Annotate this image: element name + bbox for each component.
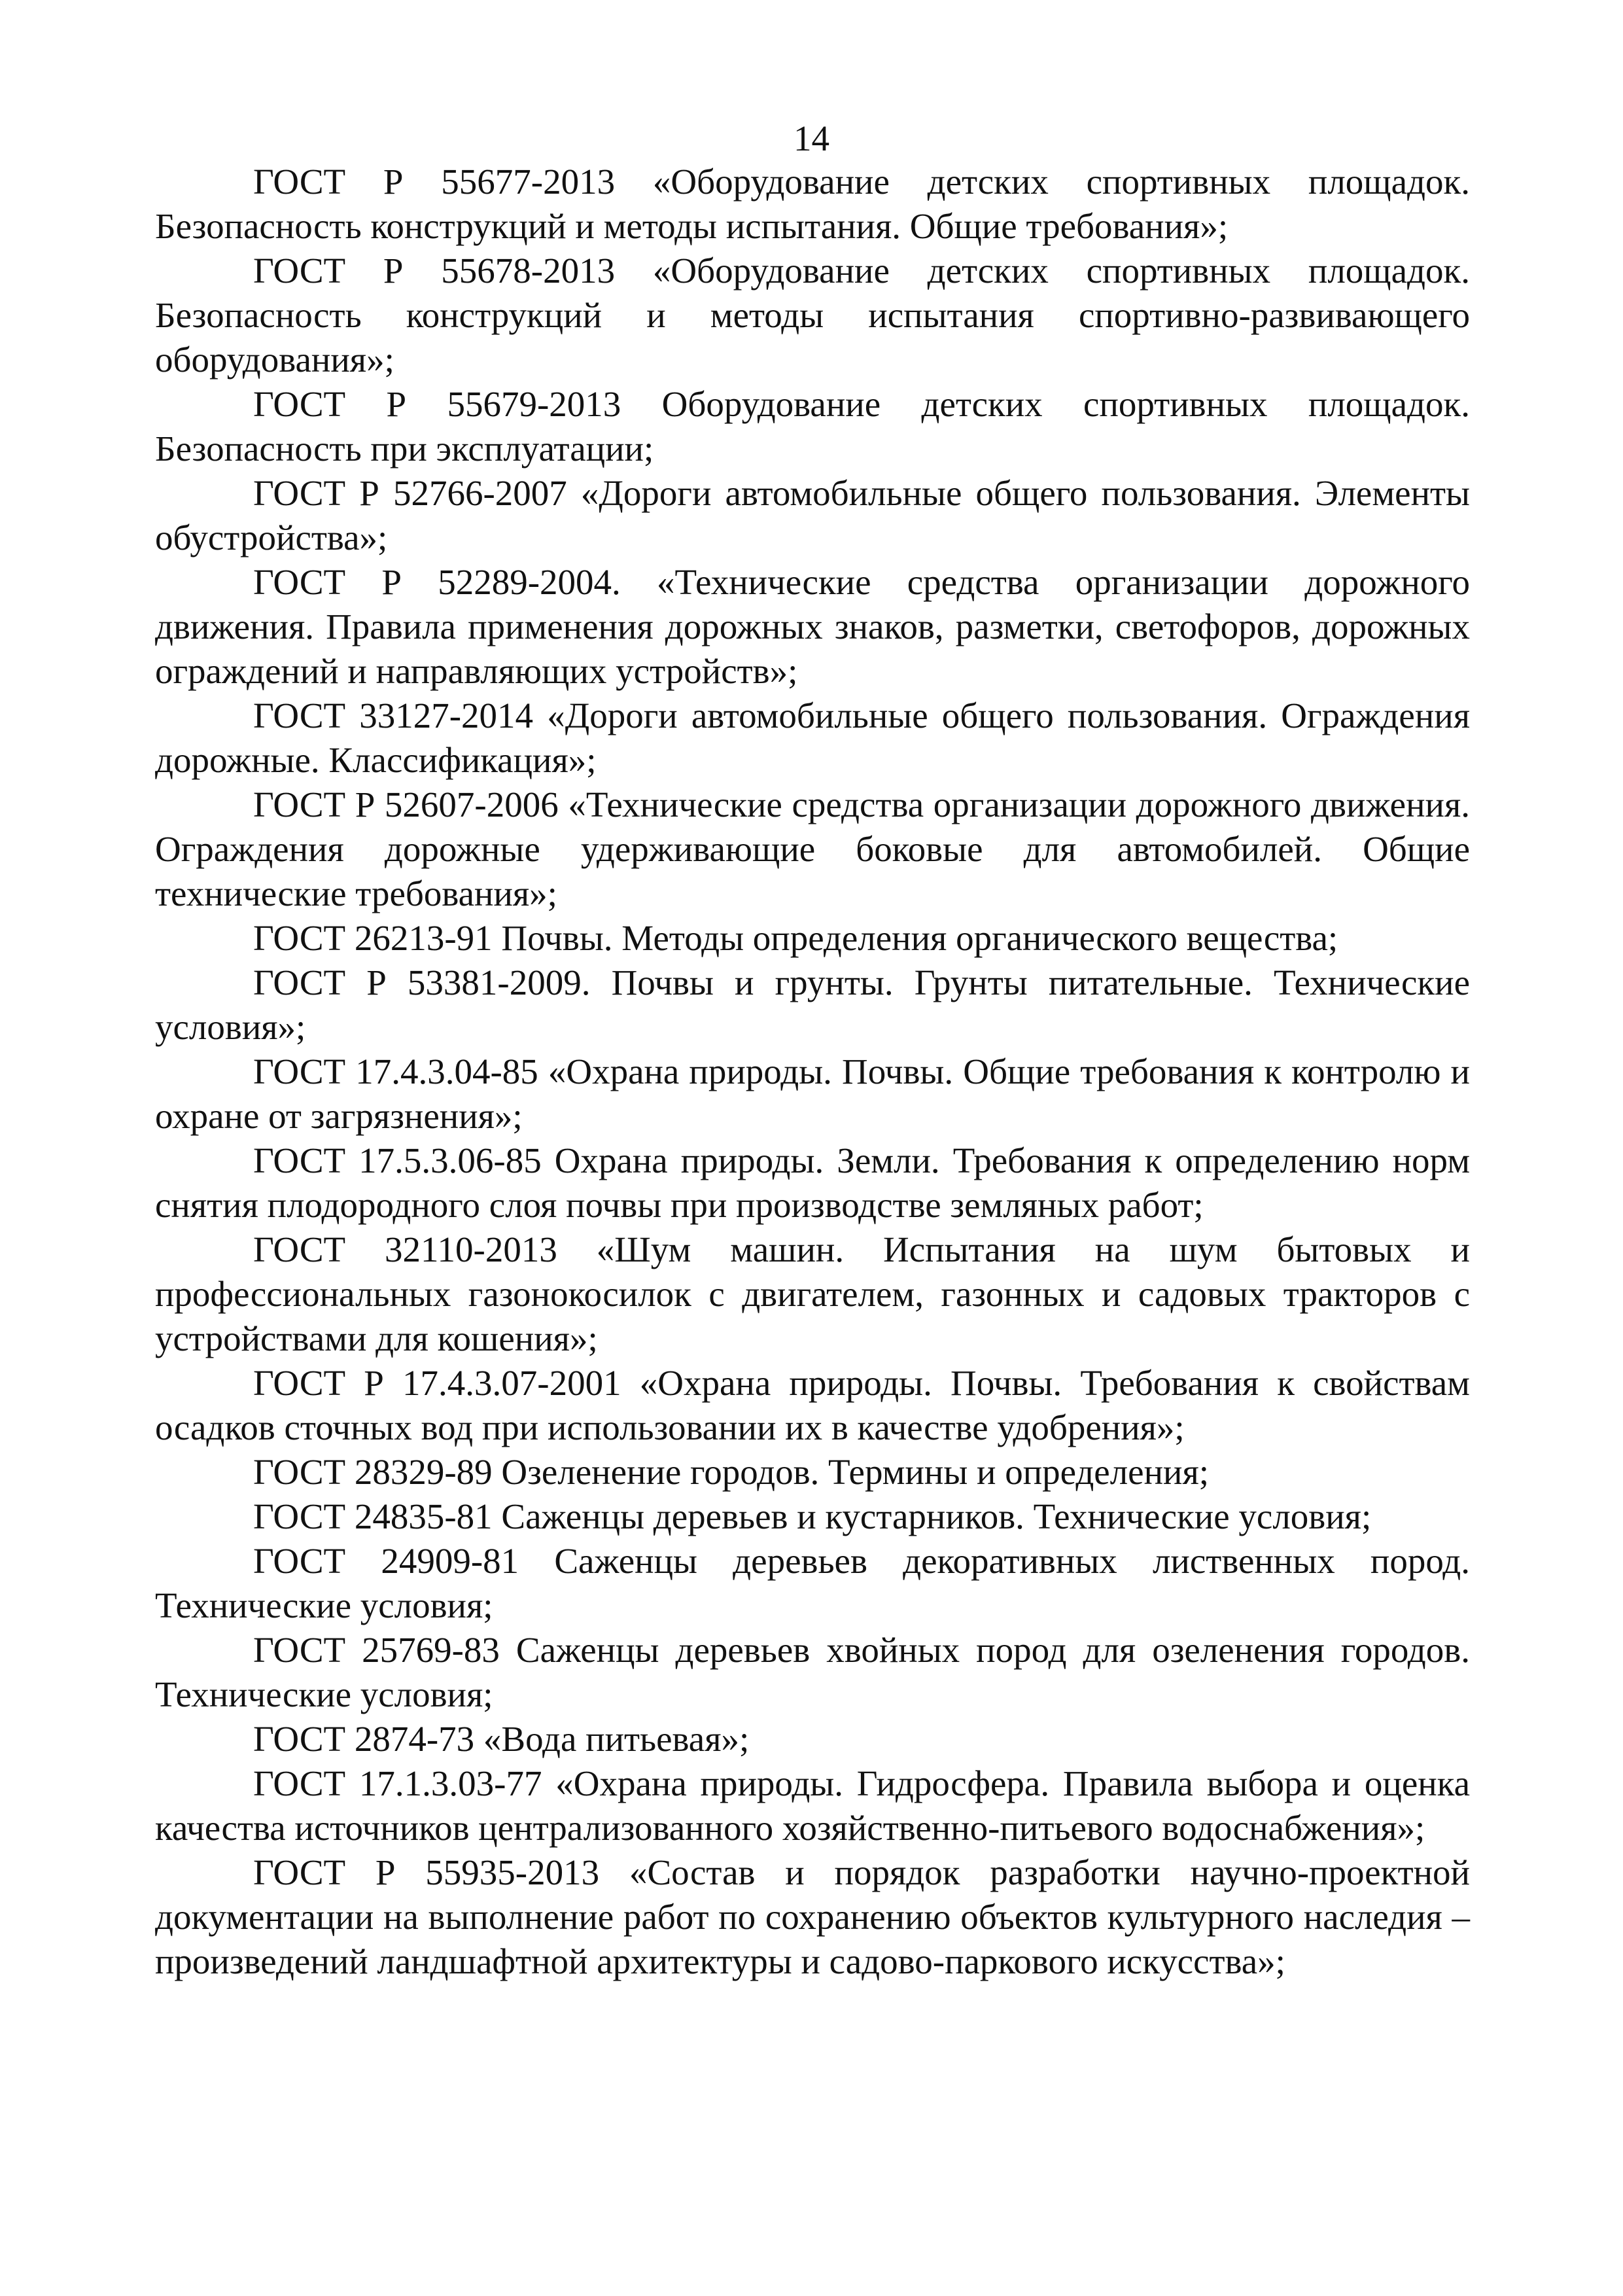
standard-item-12: ГОСТ 32110-2013 «Шум машин. Испытания на шум бытовых и профессиональных газонокосилок с двигателем, газонных и садовых тракторов с устройствами для кошения»; (155, 1229, 1470, 1358)
page-number: 14 (794, 118, 829, 158)
standard-item-11: ГОСТ 17.5.3.06-85 Охрана природы. Земли. Требования к определению норм снятия плодородного слоя почвы при производстве земляных работ; (155, 1140, 1470, 1225)
standard-item-6: ГОСТ 33127-2014 «Дороги автомобильные общего пользования. Ограждения дорожные. Классификация»; (155, 696, 1470, 780)
standard-item-17: ГОСТ 25769-83 Саженцы деревьев хвойных пород для озеленения городов. Технические условия; (155, 1630, 1470, 1714)
standard-item-8: ГОСТ 26213-91 Почвы. Методы определения органического вещества; (253, 918, 1338, 958)
standard-item-2: ГОСТ Р 55678-2013 «Оборудование детских спортивных площадок. Безопасность конструкций и методы испытания спортивно-развивающего оборудования»; (155, 251, 1470, 380)
standard-item-3: ГОСТ Р 55679-2013 Оборудование детских спортивных площадок. Безопасность при эксплуатации; (155, 384, 1470, 468)
standard-item-20: ГОСТ Р 55935-2013 «Состав и порядок разработки научно-проектной документации на выполнение работ по сохранению объектов культурного наследия – произведений ландшафтной архитектуры и садово-паркового искусства»; (155, 1852, 1470, 1981)
standard-item-1: ГОСТ Р 55677-2013 «Оборудование детских спортивных площадок. Безопасность конструкций и методы испытания. Общие требования»; (155, 162, 1470, 246)
standard-item-16: ГОСТ 24909-81 Саженцы деревьев декоративных лиственных пород. Технические условия; (155, 1541, 1470, 1625)
standard-item-13: ГОСТ Р 17.4.3.07-2001 «Охрана природы. Почвы. Требования к свойствам осадков сточных вод при использовании их в качестве удобрения»; (155, 1363, 1470, 1447)
standard-item-9: ГОСТ Р 53381-2009. Почвы и грунты. Грунты питательные. Технические условия»; (155, 963, 1470, 1047)
standard-item-15: ГОСТ 24835-81 Саженцы деревьев и кустарников. Технические условия; (253, 1496, 1372, 1536)
standard-item-5: ГОСТ Р 52289-2004. «Технические средства организации дорожного движения. Правила применения дорожных знаков, разметки, светофоров, дорожных ограждений и направляющих устройств»; (155, 562, 1470, 691)
standards-list (155, 160, 1470, 1984)
standard-item-14: ГОСТ 28329-89 Озеленение городов. Термины и определения; (253, 1452, 1210, 1492)
standard-item-7: ГОСТ Р 52607-2006 «Технические средства организации дорожного движения. Ограждения дорожные удерживающие боковые для автомобилей. Общие технические требования»; (155, 785, 1470, 913)
standard-item-19: ГОСТ 17.1.3.03-77 «Охрана природы. Гидросфера. Правила выбора и оценка качества источников централизованного хозяйственно-питьевого водоснабжения»; (155, 1763, 1470, 1848)
standard-item-18: ГОСТ 2874-73 «Вода питьевая»; (253, 1719, 750, 1759)
standard-item-4: ГОСТ Р 52766-2007 «Дороги автомобильные общего пользования. Элементы обустройства»; (155, 473, 1470, 557)
standard-item-10: ГОСТ 17.4.3.04-85 «Охрана природы. Почвы. Общие требования к контролю и охране от загрязнения»; (155, 1051, 1470, 1136)
